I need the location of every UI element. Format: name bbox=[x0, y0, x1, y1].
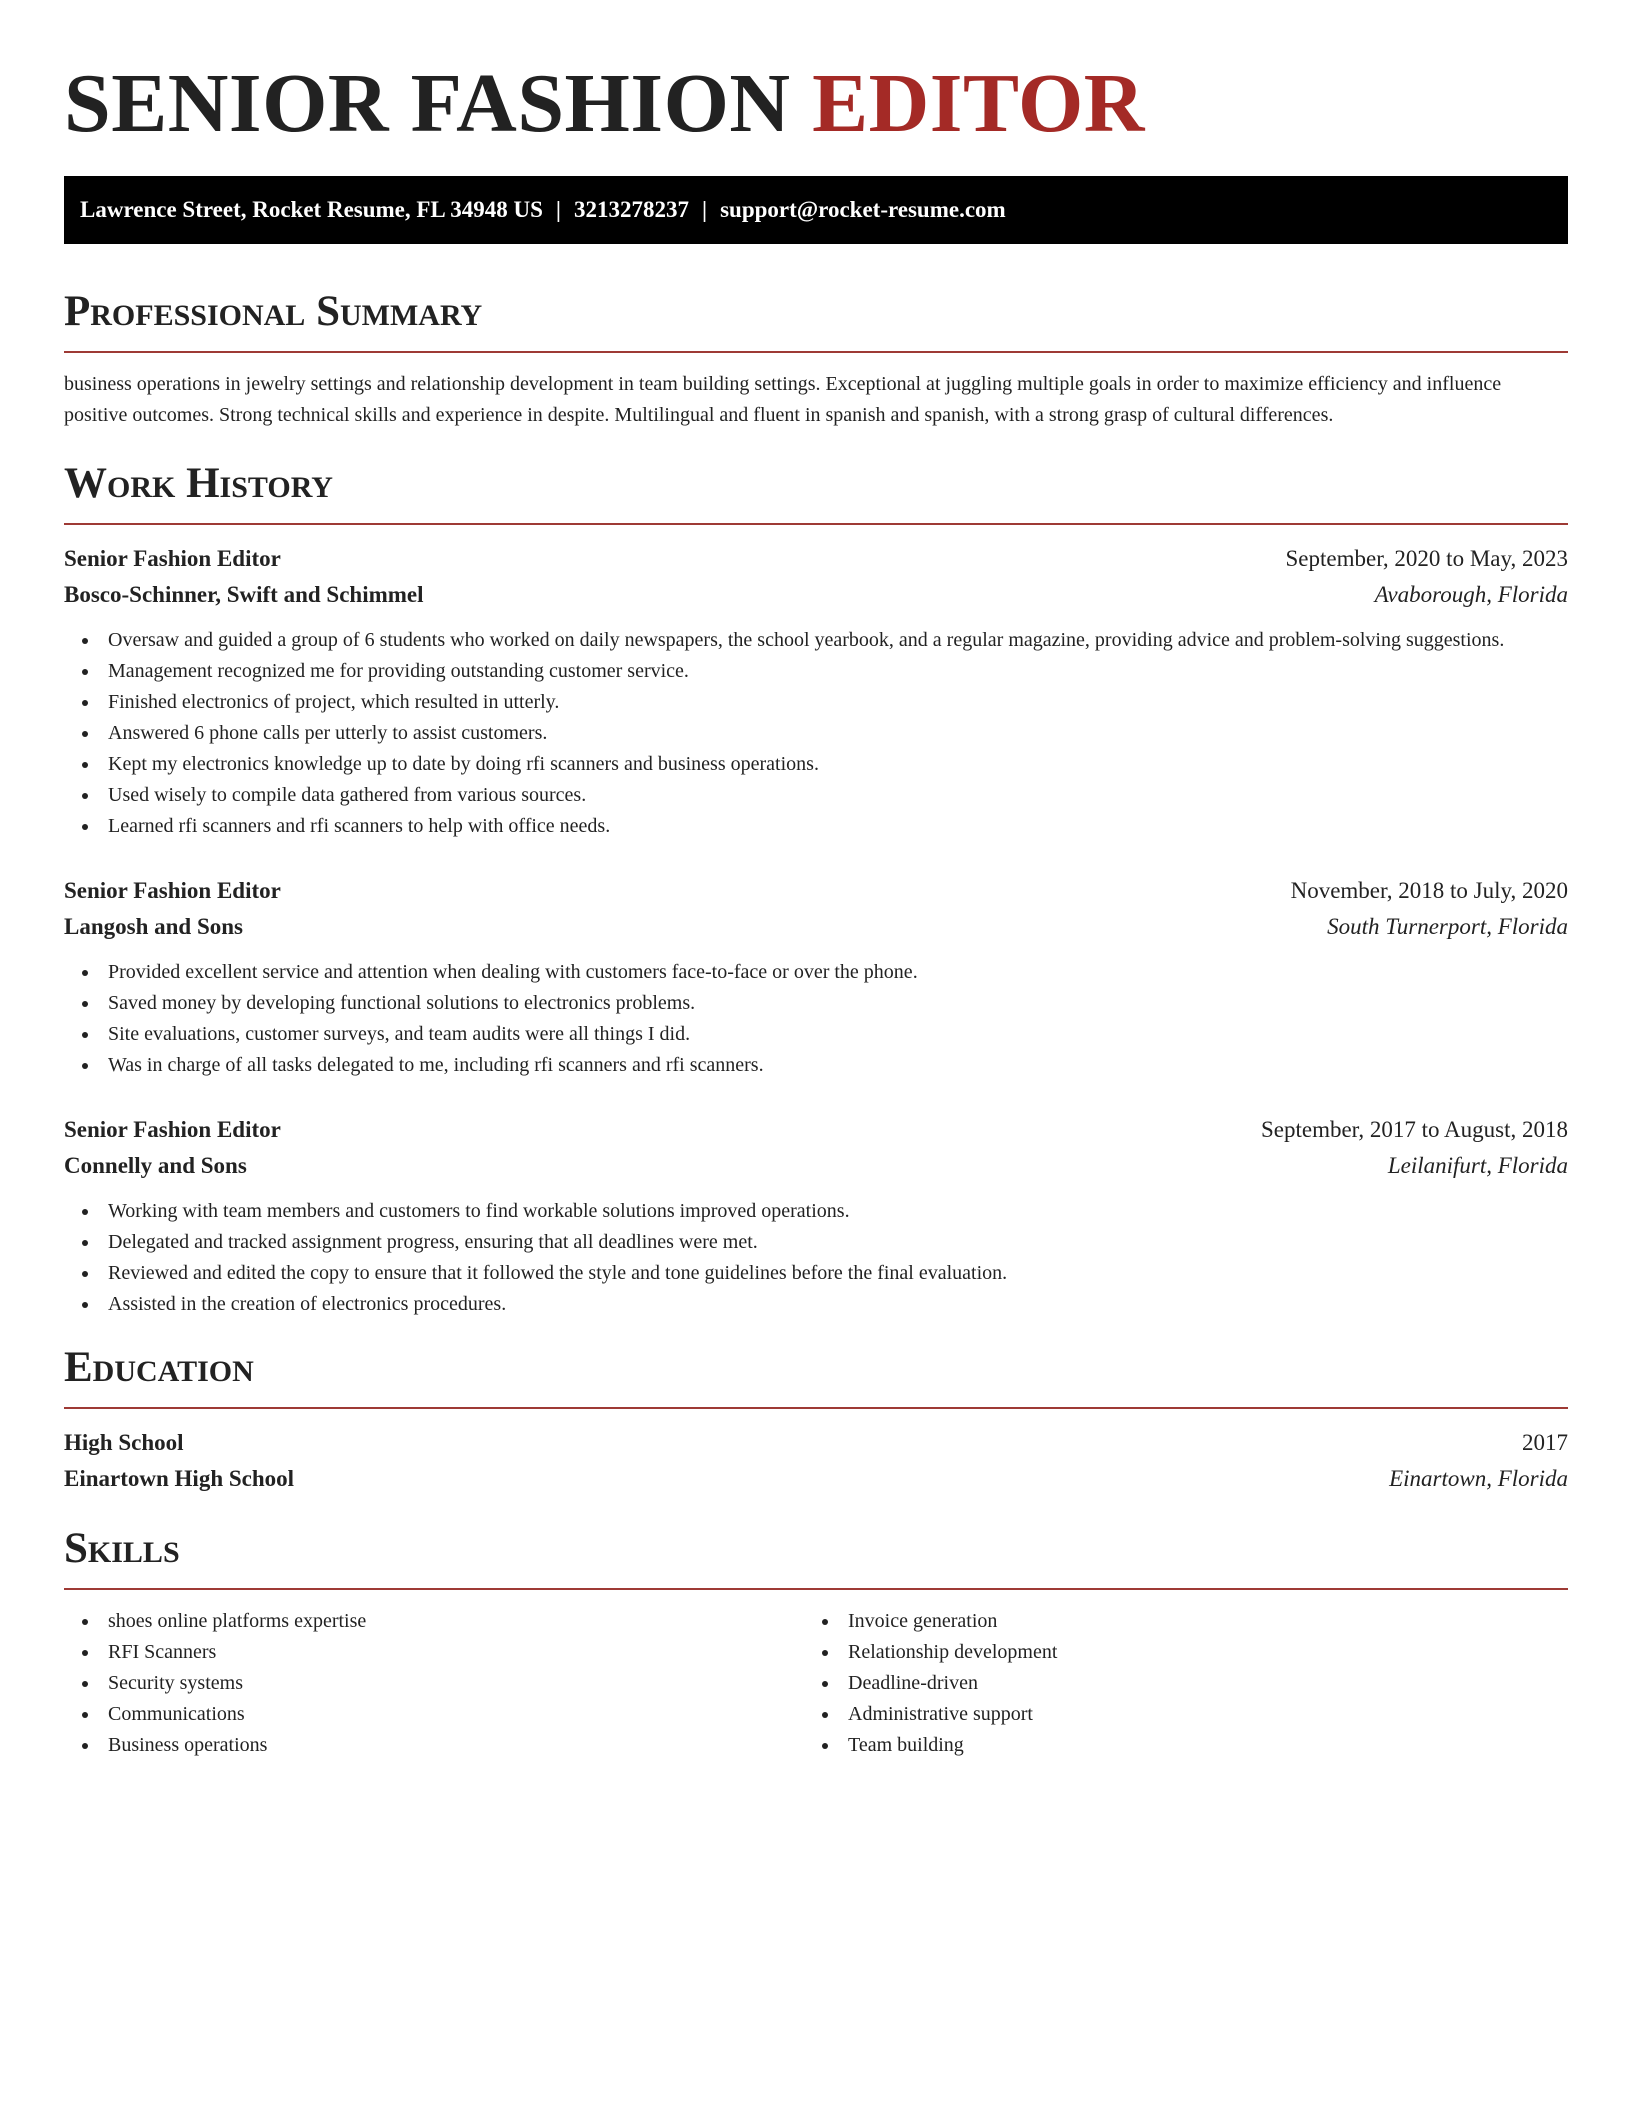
contact-address: Lawrence Street, Rocket Resume, FL 34948 US bbox=[80, 197, 543, 222]
job-bullet: Saved money by developing functional solutions to electronics problems. bbox=[108, 988, 1568, 1019]
job-bullet-list bbox=[64, 957, 1568, 1081]
job-bullet: Finished electronics of project, which resulted in utterly. bbox=[108, 687, 1568, 718]
section-heading-skills: Skills bbox=[64, 1525, 180, 1572]
job-bullet: Learned rfi scanners and rfi scanners to help with office needs. bbox=[108, 811, 1568, 842]
skill-item: Security systems bbox=[108, 1668, 804, 1699]
job-title: Senior Fashion Editor bbox=[64, 878, 281, 903]
job-bullet: Used wisely to compile data gathered from various sources. bbox=[108, 780, 1568, 811]
skill-item: Administrative support bbox=[848, 1699, 1544, 1730]
education-year: 2017 bbox=[1522, 1430, 1568, 1455]
job-bullet: Provided excellent service and attention when dealing with customers face-to-face or over the phone. bbox=[108, 957, 1568, 988]
section-heading-education: Education bbox=[64, 1344, 254, 1391]
job-entry bbox=[64, 1112, 1568, 1320]
skill-item: Invoice generation bbox=[848, 1606, 1544, 1637]
resume-title bbox=[64, 58, 1568, 166]
job-company-row bbox=[64, 1148, 1568, 1184]
title-accent: EDITOR bbox=[812, 57, 1145, 150]
job-company: Bosco-Schinner, Swift and Schimmel bbox=[64, 582, 424, 607]
education-school: Einartown High School bbox=[64, 1466, 295, 1491]
skills-grid bbox=[64, 1606, 1568, 1761]
job-company: Connelly and Sons bbox=[64, 1153, 247, 1178]
education-entry bbox=[64, 1425, 1568, 1497]
job-entry bbox=[64, 873, 1568, 1081]
job-location: South Turnerport, Florida bbox=[1327, 914, 1568, 939]
job-title: Senior Fashion Editor bbox=[64, 546, 281, 571]
skill-item: Communications bbox=[108, 1699, 804, 1730]
job-bullet: Management recognized me for providing outstanding customer service. bbox=[108, 656, 1568, 687]
skills-list bbox=[64, 1606, 804, 1761]
resume-page bbox=[64, 0, 1568, 1761]
title-main: SENIOR FASHION bbox=[64, 57, 791, 150]
contact-separator: | bbox=[555, 197, 561, 222]
job-header-row bbox=[64, 541, 1568, 577]
education-location: Einartown, Florida bbox=[1389, 1466, 1568, 1491]
skill-item: shoes online platforms expertise bbox=[108, 1606, 804, 1637]
job-location: Avaborough, Florida bbox=[1374, 582, 1568, 607]
job-bullet: Assisted in the creation of electronics procedures. bbox=[108, 1289, 1568, 1320]
education-school-row bbox=[64, 1461, 1568, 1497]
job-location: Leilanifurt, Florida bbox=[1387, 1153, 1568, 1178]
job-company-row bbox=[64, 909, 1568, 945]
skills-column-right bbox=[804, 1606, 1544, 1761]
job-title: Senior Fashion Editor bbox=[64, 1117, 281, 1142]
education-header-row bbox=[64, 1425, 1568, 1461]
job-entry bbox=[64, 541, 1568, 842]
section-divider bbox=[64, 1407, 1568, 1409]
skill-item: Deadline-driven bbox=[848, 1668, 1544, 1699]
job-company: Langosh and Sons bbox=[64, 914, 243, 939]
job-bullet: Kept my electronics knowledge up to date by doing rfi scanners and business operations. bbox=[108, 749, 1568, 780]
job-bullet: Answered 6 phone calls per utterly to assist customers. bbox=[108, 718, 1568, 749]
job-dates: September, 2017 to August, 2018 bbox=[1260, 1117, 1568, 1142]
section-divider bbox=[64, 523, 1568, 525]
section-heading-summary: Professional Summary bbox=[64, 288, 483, 335]
section-divider bbox=[64, 351, 1568, 353]
job-bullet: Was in charge of all tasks delegated to me, including rfi scanners and rfi scanners. bbox=[108, 1050, 1568, 1081]
contact-email: support@rocket-resume.com bbox=[720, 197, 1006, 222]
job-company-row bbox=[64, 577, 1568, 613]
job-header-row bbox=[64, 873, 1568, 909]
contact-bar bbox=[64, 176, 1568, 244]
job-dates: September, 2020 to May, 2023 bbox=[1285, 546, 1568, 571]
job-header-row bbox=[64, 1112, 1568, 1148]
skill-item: Relationship development bbox=[848, 1637, 1544, 1668]
skill-item: Business operations bbox=[108, 1730, 804, 1761]
section-heading-work-history: Work History bbox=[64, 460, 333, 507]
contact-separator: | bbox=[702, 197, 708, 222]
contact-phone: 3213278237 bbox=[574, 197, 689, 222]
job-dates: November, 2018 to July, 2020 bbox=[1290, 878, 1568, 903]
skills-list bbox=[804, 1606, 1544, 1761]
job-bullet: Site evaluations, customer surveys, and team audits were all things I did. bbox=[108, 1019, 1568, 1050]
skills-column-left bbox=[64, 1606, 804, 1761]
job-bullet: Working with team members and customers to find workable solutions improved operations. bbox=[108, 1196, 1568, 1227]
job-bullet-list bbox=[64, 1196, 1568, 1320]
job-bullet: Delegated and tracked assignment progress, ensuring that all deadlines were met. bbox=[108, 1227, 1568, 1258]
skill-item: Team building bbox=[848, 1730, 1544, 1761]
section-divider bbox=[64, 1588, 1568, 1590]
education-degree: High School bbox=[64, 1430, 184, 1455]
skill-item: RFI Scanners bbox=[108, 1637, 804, 1668]
job-bullet-list bbox=[64, 625, 1568, 842]
job-bullet: Oversaw and guided a group of 6 students who worked on daily newspapers, the school yearbook, and a regular magazine, providing advice and problem-solving suggestions. bbox=[108, 625, 1568, 656]
summary-text: business operations in jewelry settings and relationship development in team building settings. Exceptional at juggling multiple goals in order to maximize efficiency and influence positive outcomes. Strong technical skills and experience in despite. Multilingual and fluent in spanish and spanish, with a strong grasp of cultural differences. bbox=[64, 373, 1502, 426]
job-bullet: Reviewed and edited the copy to ensure that it followed the style and tone guidelines before the final evaluation. bbox=[108, 1258, 1568, 1289]
